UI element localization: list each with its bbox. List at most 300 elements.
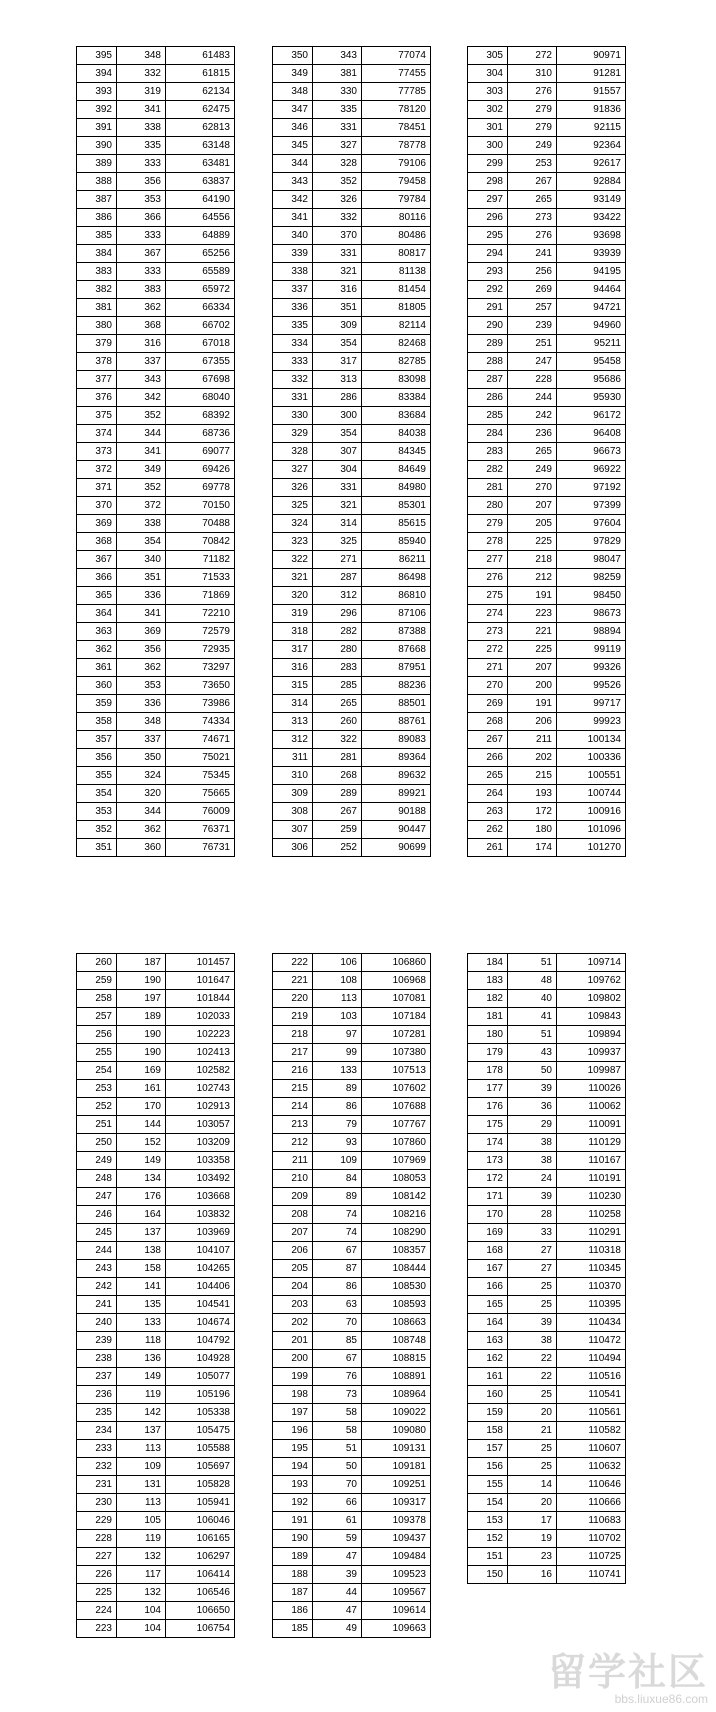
count-cell: 276 bbox=[508, 83, 557, 101]
cumulative-cell: 102913 bbox=[166, 1098, 235, 1116]
cumulative-cell: 109181 bbox=[362, 1458, 431, 1476]
table-row bbox=[77, 659, 235, 677]
count-cell: 99 bbox=[313, 1044, 362, 1062]
count-cell: 28 bbox=[508, 1206, 557, 1224]
table-row bbox=[273, 713, 431, 731]
count-cell: 335 bbox=[313, 101, 362, 119]
count-cell: 25 bbox=[508, 1458, 557, 1476]
count-cell: 84 bbox=[313, 1170, 362, 1188]
table-row bbox=[273, 587, 431, 605]
cumulative-cell: 68736 bbox=[166, 425, 235, 443]
table-row bbox=[77, 335, 235, 353]
table-row bbox=[77, 605, 235, 623]
table-row bbox=[273, 191, 431, 209]
table-row bbox=[77, 954, 235, 972]
count-cell: 70 bbox=[313, 1476, 362, 1494]
count-cell: 348 bbox=[117, 713, 166, 731]
count-cell: 244 bbox=[508, 389, 557, 407]
score-cell: 220 bbox=[273, 990, 313, 1008]
cumulative-cell: 106968 bbox=[362, 972, 431, 990]
count-cell: 332 bbox=[117, 65, 166, 83]
table-row bbox=[77, 972, 235, 990]
count-cell: 133 bbox=[117, 1314, 166, 1332]
count-cell: 161 bbox=[117, 1080, 166, 1098]
count-cell: 341 bbox=[117, 101, 166, 119]
cumulative-cell: 82114 bbox=[362, 317, 431, 335]
table-row bbox=[77, 731, 235, 749]
count-cell: 190 bbox=[117, 972, 166, 990]
score-cell: 294 bbox=[468, 245, 508, 263]
count-cell: 331 bbox=[313, 119, 362, 137]
score-cell: 285 bbox=[468, 407, 508, 425]
score-cell: 377 bbox=[77, 371, 117, 389]
count-cell: 286 bbox=[313, 389, 362, 407]
table-body bbox=[273, 954, 431, 1638]
table-row bbox=[468, 137, 626, 155]
score-cell: 218 bbox=[273, 1026, 313, 1044]
score-cell: 353 bbox=[77, 803, 117, 821]
count-cell: 189 bbox=[117, 1008, 166, 1026]
table-row bbox=[273, 1386, 431, 1404]
table-row bbox=[77, 990, 235, 1008]
cumulative-cell: 110741 bbox=[557, 1566, 626, 1584]
score-cell: 336 bbox=[273, 299, 313, 317]
cumulative-cell: 109843 bbox=[557, 1008, 626, 1026]
score-cell: 292 bbox=[468, 281, 508, 299]
cumulative-cell: 68040 bbox=[166, 389, 235, 407]
count-cell: 341 bbox=[117, 605, 166, 623]
count-cell: 38 bbox=[508, 1332, 557, 1350]
cumulative-cell: 110561 bbox=[557, 1404, 626, 1422]
score-cell: 233 bbox=[77, 1440, 117, 1458]
table-row bbox=[468, 317, 626, 335]
score-cell: 172 bbox=[468, 1170, 508, 1188]
table-row bbox=[273, 785, 431, 803]
cumulative-cell: 107688 bbox=[362, 1098, 431, 1116]
count-cell: 362 bbox=[117, 659, 166, 677]
count-cell: 50 bbox=[313, 1458, 362, 1476]
score-table-1 bbox=[76, 46, 235, 857]
count-cell: 218 bbox=[508, 551, 557, 569]
table-row bbox=[273, 1602, 431, 1620]
cumulative-cell: 104674 bbox=[166, 1314, 235, 1332]
cumulative-cell: 97399 bbox=[557, 497, 626, 515]
table-row bbox=[273, 317, 431, 335]
table-row bbox=[468, 371, 626, 389]
score-cell: 355 bbox=[77, 767, 117, 785]
count-cell: 251 bbox=[508, 335, 557, 353]
table-body bbox=[77, 47, 235, 857]
count-cell: 362 bbox=[117, 299, 166, 317]
score-cell: 176 bbox=[468, 1098, 508, 1116]
score-cell: 333 bbox=[273, 353, 313, 371]
count-cell: 381 bbox=[313, 65, 362, 83]
table-row bbox=[273, 407, 431, 425]
count-cell: 73 bbox=[313, 1386, 362, 1404]
cumulative-cell: 108216 bbox=[362, 1206, 431, 1224]
score-cell: 383 bbox=[77, 263, 117, 281]
count-cell: 322 bbox=[313, 731, 362, 749]
count-cell: 253 bbox=[508, 155, 557, 173]
score-cell: 394 bbox=[77, 65, 117, 83]
count-cell: 89 bbox=[313, 1080, 362, 1098]
cumulative-cell: 108053 bbox=[362, 1170, 431, 1188]
cumulative-cell: 103209 bbox=[166, 1134, 235, 1152]
count-cell: 344 bbox=[117, 803, 166, 821]
score-cell: 230 bbox=[77, 1494, 117, 1512]
score-table-3 bbox=[467, 46, 626, 857]
score-cell: 225 bbox=[77, 1584, 117, 1602]
table-row bbox=[468, 1404, 626, 1422]
table-body bbox=[468, 954, 626, 1584]
score-cell: 337 bbox=[273, 281, 313, 299]
table-row bbox=[77, 47, 235, 65]
score-cell: 194 bbox=[273, 1458, 313, 1476]
cumulative-cell: 77785 bbox=[362, 83, 431, 101]
score-cell: 169 bbox=[468, 1224, 508, 1242]
score-cell: 201 bbox=[273, 1332, 313, 1350]
count-cell: 354 bbox=[313, 425, 362, 443]
count-cell: 343 bbox=[313, 47, 362, 65]
table-row bbox=[468, 767, 626, 785]
count-cell: 22 bbox=[508, 1368, 557, 1386]
count-cell: 249 bbox=[508, 137, 557, 155]
cumulative-cell: 61483 bbox=[166, 47, 235, 65]
table-row bbox=[77, 785, 235, 803]
score-cell: 351 bbox=[77, 839, 117, 857]
table-row bbox=[468, 587, 626, 605]
cumulative-cell: 105475 bbox=[166, 1422, 235, 1440]
count-cell: 351 bbox=[313, 299, 362, 317]
table-row bbox=[77, 461, 235, 479]
count-cell: 338 bbox=[117, 119, 166, 137]
score-cell: 307 bbox=[273, 821, 313, 839]
count-cell: 367 bbox=[117, 245, 166, 263]
score-cell: 369 bbox=[77, 515, 117, 533]
watermark-url: bbs.liuxue86.com bbox=[614, 1692, 708, 1706]
table-row bbox=[468, 1350, 626, 1368]
cumulative-cell: 98259 bbox=[557, 569, 626, 587]
score-cell: 245 bbox=[77, 1224, 117, 1242]
table-row bbox=[77, 1296, 235, 1314]
count-cell: 289 bbox=[313, 785, 362, 803]
cumulative-cell: 109762 bbox=[557, 972, 626, 990]
score-cell: 380 bbox=[77, 317, 117, 335]
cumulative-cell: 89632 bbox=[362, 767, 431, 785]
table-row bbox=[77, 1116, 235, 1134]
count-cell: 239 bbox=[508, 317, 557, 335]
score-cell: 319 bbox=[273, 605, 313, 623]
cumulative-cell: 103358 bbox=[166, 1152, 235, 1170]
table-row bbox=[77, 1350, 235, 1368]
count-cell: 131 bbox=[117, 1476, 166, 1494]
cumulative-cell: 109022 bbox=[362, 1404, 431, 1422]
cumulative-cell: 67018 bbox=[166, 335, 235, 353]
count-cell: 225 bbox=[508, 641, 557, 659]
table-row bbox=[468, 479, 626, 497]
score-cell: 283 bbox=[468, 443, 508, 461]
cumulative-cell: 108748 bbox=[362, 1332, 431, 1350]
cumulative-cell: 108593 bbox=[362, 1296, 431, 1314]
score-cell: 265 bbox=[468, 767, 508, 785]
table-row bbox=[77, 551, 235, 569]
table-row bbox=[273, 83, 431, 101]
cumulative-cell: 97604 bbox=[557, 515, 626, 533]
score-cell: 346 bbox=[273, 119, 313, 137]
count-cell: 89 bbox=[313, 1188, 362, 1206]
count-cell: 190 bbox=[117, 1026, 166, 1044]
count-cell: 269 bbox=[508, 281, 557, 299]
table-row bbox=[77, 821, 235, 839]
cumulative-cell: 110167 bbox=[557, 1152, 626, 1170]
cumulative-cell: 109251 bbox=[362, 1476, 431, 1494]
cumulative-cell: 84345 bbox=[362, 443, 431, 461]
score-cell: 170 bbox=[468, 1206, 508, 1224]
score-cell: 375 bbox=[77, 407, 117, 425]
score-cell: 373 bbox=[77, 443, 117, 461]
cumulative-cell: 106297 bbox=[166, 1548, 235, 1566]
cumulative-cell: 75345 bbox=[166, 767, 235, 785]
table-row bbox=[468, 1188, 626, 1206]
count-cell: 265 bbox=[508, 191, 557, 209]
table-row bbox=[468, 263, 626, 281]
count-cell: 316 bbox=[117, 335, 166, 353]
cumulative-cell: 63148 bbox=[166, 137, 235, 155]
score-cell: 177 bbox=[468, 1080, 508, 1098]
cumulative-cell: 99526 bbox=[557, 677, 626, 695]
count-cell: 300 bbox=[313, 407, 362, 425]
table-row bbox=[77, 587, 235, 605]
cumulative-cell: 98450 bbox=[557, 587, 626, 605]
score-cell: 393 bbox=[77, 83, 117, 101]
count-cell: 105 bbox=[117, 1512, 166, 1530]
cumulative-cell: 92364 bbox=[557, 137, 626, 155]
score-cell: 371 bbox=[77, 479, 117, 497]
table-row bbox=[468, 551, 626, 569]
cumulative-cell: 110258 bbox=[557, 1206, 626, 1224]
count-cell: 152 bbox=[117, 1134, 166, 1152]
count-cell: 273 bbox=[508, 209, 557, 227]
score-cell: 348 bbox=[273, 83, 313, 101]
score-cell: 235 bbox=[77, 1404, 117, 1422]
score-cell: 227 bbox=[77, 1548, 117, 1566]
table-row bbox=[77, 1152, 235, 1170]
table-row bbox=[273, 353, 431, 371]
cumulative-cell: 67355 bbox=[166, 353, 235, 371]
table-row bbox=[468, 1242, 626, 1260]
cumulative-cell: 109614 bbox=[362, 1602, 431, 1620]
score-cell: 268 bbox=[468, 713, 508, 731]
score-cell: 208 bbox=[273, 1206, 313, 1224]
count-cell: 119 bbox=[117, 1530, 166, 1548]
score-cell: 293 bbox=[468, 263, 508, 281]
table-row bbox=[273, 1062, 431, 1080]
table-row bbox=[77, 299, 235, 317]
score-cell: 204 bbox=[273, 1278, 313, 1296]
count-cell: 38 bbox=[508, 1152, 557, 1170]
count-cell: 76 bbox=[313, 1368, 362, 1386]
table-row bbox=[77, 1080, 235, 1098]
cumulative-cell: 106046 bbox=[166, 1512, 235, 1530]
table-row bbox=[468, 1224, 626, 1242]
cumulative-cell: 85301 bbox=[362, 497, 431, 515]
count-cell: 25 bbox=[508, 1386, 557, 1404]
table-row bbox=[468, 281, 626, 299]
cumulative-cell: 107767 bbox=[362, 1116, 431, 1134]
table-row bbox=[468, 407, 626, 425]
score-cell: 313 bbox=[273, 713, 313, 731]
score-cell: 205 bbox=[273, 1260, 313, 1278]
score-cell: 308 bbox=[273, 803, 313, 821]
table-row bbox=[468, 1026, 626, 1044]
count-cell: 109 bbox=[117, 1458, 166, 1476]
count-cell: 354 bbox=[117, 533, 166, 551]
count-cell: 353 bbox=[117, 191, 166, 209]
table-row bbox=[77, 263, 235, 281]
score-cell: 334 bbox=[273, 335, 313, 353]
count-cell: 135 bbox=[117, 1296, 166, 1314]
score-cell: 178 bbox=[468, 1062, 508, 1080]
table-row bbox=[468, 1458, 626, 1476]
cumulative-cell: 109317 bbox=[362, 1494, 431, 1512]
score-cell: 329 bbox=[273, 425, 313, 443]
score-cell: 168 bbox=[468, 1242, 508, 1260]
table-row bbox=[273, 1566, 431, 1584]
table-row bbox=[468, 497, 626, 515]
cumulative-cell: 65589 bbox=[166, 263, 235, 281]
count-cell: 335 bbox=[117, 137, 166, 155]
cumulative-cell: 90699 bbox=[362, 839, 431, 857]
score-cell: 192 bbox=[273, 1494, 313, 1512]
cumulative-cell: 103057 bbox=[166, 1116, 235, 1134]
score-cell: 287 bbox=[468, 371, 508, 389]
cumulative-cell: 107513 bbox=[362, 1062, 431, 1080]
cumulative-cell: 78120 bbox=[362, 101, 431, 119]
cumulative-cell: 108142 bbox=[362, 1188, 431, 1206]
table-row bbox=[77, 1584, 235, 1602]
table-row bbox=[468, 1062, 626, 1080]
count-cell: 267 bbox=[313, 803, 362, 821]
cumulative-cell: 73986 bbox=[166, 695, 235, 713]
score-cell: 152 bbox=[468, 1530, 508, 1548]
count-cell: 137 bbox=[117, 1422, 166, 1440]
score-cell: 363 bbox=[77, 623, 117, 641]
count-cell: 74 bbox=[313, 1224, 362, 1242]
count-cell: 137 bbox=[117, 1224, 166, 1242]
table-row bbox=[273, 972, 431, 990]
cumulative-cell: 109378 bbox=[362, 1512, 431, 1530]
score-cell: 254 bbox=[77, 1062, 117, 1080]
cumulative-cell: 100134 bbox=[557, 731, 626, 749]
table-row bbox=[468, 1332, 626, 1350]
score-cell: 196 bbox=[273, 1422, 313, 1440]
table-row bbox=[468, 785, 626, 803]
cumulative-cell: 107281 bbox=[362, 1026, 431, 1044]
count-cell: 170 bbox=[117, 1098, 166, 1116]
table-row bbox=[77, 281, 235, 299]
cumulative-cell: 96408 bbox=[557, 425, 626, 443]
score-cell: 151 bbox=[468, 1548, 508, 1566]
count-cell: 331 bbox=[313, 245, 362, 263]
count-cell: 272 bbox=[508, 47, 557, 65]
score-cell: 344 bbox=[273, 155, 313, 173]
count-cell: 25 bbox=[508, 1278, 557, 1296]
count-cell: 191 bbox=[508, 695, 557, 713]
table-row bbox=[77, 407, 235, 425]
count-cell: 337 bbox=[117, 353, 166, 371]
cumulative-cell: 95930 bbox=[557, 389, 626, 407]
count-cell: 241 bbox=[508, 245, 557, 263]
count-cell: 320 bbox=[117, 785, 166, 803]
cumulative-cell: 110516 bbox=[557, 1368, 626, 1386]
score-cell: 311 bbox=[273, 749, 313, 767]
count-cell: 366 bbox=[117, 209, 166, 227]
table-row bbox=[273, 101, 431, 119]
score-cell: 303 bbox=[468, 83, 508, 101]
score-cell: 360 bbox=[77, 677, 117, 695]
score-cell: 290 bbox=[468, 317, 508, 335]
cumulative-cell: 76009 bbox=[166, 803, 235, 821]
score-cell: 291 bbox=[468, 299, 508, 317]
table-row bbox=[468, 1494, 626, 1512]
score-cell: 327 bbox=[273, 461, 313, 479]
score-cell: 387 bbox=[77, 191, 117, 209]
count-cell: 36 bbox=[508, 1098, 557, 1116]
score-cell: 365 bbox=[77, 587, 117, 605]
table-row bbox=[468, 1512, 626, 1530]
score-cell: 217 bbox=[273, 1044, 313, 1062]
table-row bbox=[77, 1278, 235, 1296]
table-row bbox=[273, 1206, 431, 1224]
score-cell: 289 bbox=[468, 335, 508, 353]
cumulative-cell: 110291 bbox=[557, 1224, 626, 1242]
cumulative-cell: 86211 bbox=[362, 551, 431, 569]
score-cell: 284 bbox=[468, 425, 508, 443]
count-cell: 212 bbox=[508, 569, 557, 587]
cumulative-cell: 98673 bbox=[557, 605, 626, 623]
score-cell: 167 bbox=[468, 1260, 508, 1278]
table-row bbox=[77, 1494, 235, 1512]
count-cell: 61 bbox=[313, 1512, 362, 1530]
score-table-5 bbox=[272, 953, 431, 1638]
table-row bbox=[77, 713, 235, 731]
count-cell: 49 bbox=[313, 1620, 362, 1638]
count-cell: 271 bbox=[313, 551, 362, 569]
cumulative-cell: 98047 bbox=[557, 551, 626, 569]
cumulative-cell: 73650 bbox=[166, 677, 235, 695]
count-cell: 93 bbox=[313, 1134, 362, 1152]
cumulative-cell: 110607 bbox=[557, 1440, 626, 1458]
table-row bbox=[468, 749, 626, 767]
table-row bbox=[273, 1080, 431, 1098]
table-row bbox=[77, 1368, 235, 1386]
table-row bbox=[273, 1224, 431, 1242]
cumulative-cell: 81805 bbox=[362, 299, 431, 317]
cumulative-cell: 109937 bbox=[557, 1044, 626, 1062]
cumulative-cell: 101844 bbox=[166, 990, 235, 1008]
score-cell: 385 bbox=[77, 227, 117, 245]
table-row bbox=[77, 569, 235, 587]
table-row bbox=[468, 1548, 626, 1566]
table-row bbox=[468, 1386, 626, 1404]
count-cell: 321 bbox=[313, 263, 362, 281]
table-row bbox=[273, 990, 431, 1008]
count-cell: 331 bbox=[313, 479, 362, 497]
score-cell: 215 bbox=[273, 1080, 313, 1098]
table-row bbox=[468, 1530, 626, 1548]
table-row bbox=[77, 1044, 235, 1062]
score-cell: 229 bbox=[77, 1512, 117, 1530]
